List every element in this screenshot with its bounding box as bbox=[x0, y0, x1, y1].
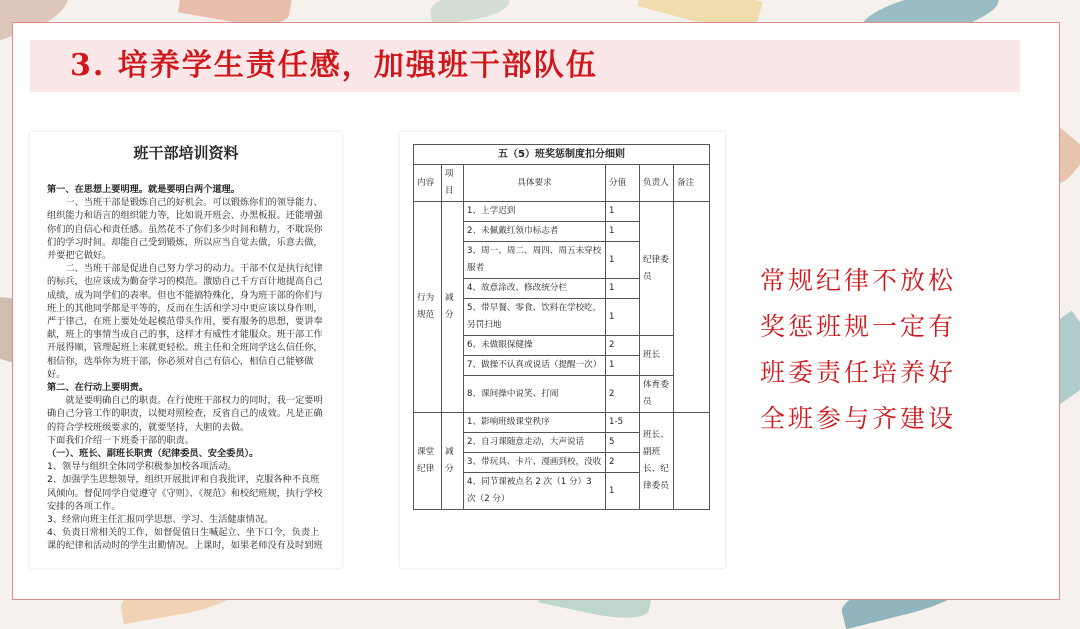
doc-paragraph: 3、经常向班主任汇报同学思想、学习、生活健康情况。 bbox=[47, 514, 274, 526]
score-cell: 1 bbox=[606, 279, 640, 299]
requirement-cell: 1、影响班级课堂秩序 bbox=[464, 413, 606, 433]
table-caption: 五（5）班奖惩制度扣分细则 bbox=[414, 145, 710, 165]
owner-cell: 体育委员 bbox=[640, 376, 674, 413]
score-cell: 2 bbox=[606, 376, 640, 413]
doc-heading: 第二、在行动上要明责。 bbox=[47, 382, 149, 394]
score-cell: 5 bbox=[606, 433, 640, 453]
slogan-line: 班委责任培养好 bbox=[760, 358, 957, 387]
rules-table bbox=[413, 144, 710, 510]
requirement-cell: 4、故意涂改、修改统分栏 bbox=[464, 279, 606, 299]
score-cell: 1 bbox=[606, 473, 640, 510]
header-cell: 具体要求 bbox=[464, 165, 606, 202]
requirement-cell: 3、带玩具、卡片、漫画到校，没收 bbox=[464, 453, 606, 473]
slogan bbox=[760, 258, 956, 442]
requirement-cell: 6、未做眼保健操 bbox=[464, 336, 606, 356]
requirement-cell: 8、课间操中说笑、打闹 bbox=[464, 376, 606, 413]
slogan-line: 奖惩班规一定有 bbox=[760, 312, 957, 341]
score-cell: 2 bbox=[606, 453, 640, 473]
rules-table-document bbox=[400, 132, 725, 568]
training-document bbox=[30, 132, 342, 568]
owner-cell: 班长、副班长、纪律委员 bbox=[640, 413, 674, 510]
document-body bbox=[30, 163, 342, 553]
slogan-line: 全班参与齐建设 bbox=[760, 404, 957, 433]
owner-cell: 纪律委员 bbox=[640, 202, 674, 336]
doc-paragraph: 2、加强学生思想领导，组织开展批评和自我批评，克服各种不良班风倾向。督促同学自觉遵守《守则》、《规范》和校纪班规，执行学校安排的各项工作。 bbox=[47, 474, 323, 512]
doc-heading: 第一、在思想上要明理。就是要明白两个道理。 bbox=[47, 184, 240, 195]
requirement-cell: 4、同节课被点名 2 次（1 分）3 次（2 分） bbox=[464, 473, 606, 510]
content-cell: 课堂纪律 bbox=[414, 413, 442, 510]
owner-cell: 班长 bbox=[640, 336, 674, 376]
score-cell: 1 bbox=[606, 242, 640, 279]
slogan-line: 常规纪律不放松 bbox=[760, 266, 957, 295]
remark-cell bbox=[674, 413, 710, 510]
score-cell: 1 bbox=[606, 202, 640, 222]
header-cell: 内容 bbox=[414, 165, 442, 202]
item-cell: 减分 bbox=[442, 413, 464, 510]
score-cell: 2 bbox=[606, 336, 640, 356]
score-cell: 1 bbox=[606, 356, 640, 376]
doc-paragraph: 二、当班干部是促进自己努力学习的动力。干部不仅是执行纪律的标兵，也应该成为勤奋学习的模范。激励自己千方百计地提高自己成绩，成为同学们的表率。但也不能搞特殊化，身为班干部的你们与班上的其他同学都是平等的，反而在生活和学习中更应该以身作则，严于律己，在班上要处处起模范带头作用，要有服务的思想，要讲奉献，班上的事情当成自己的事，这样才有威性才能服众。班干部工作开展得顺，管理起班上来就更轻松。班主任和全班同学这么信任你，相信你，选举你为班干部，你必须对自己有信心，相信自己能够做好。 bbox=[47, 263, 323, 380]
remark-cell bbox=[674, 202, 710, 413]
header-cell: 备注 bbox=[674, 165, 710, 202]
requirement-cell: 7、做操不认真或说话（提醒一次） bbox=[464, 356, 606, 376]
requirement-cell: 2、自习课随意走动，大声说话 bbox=[464, 433, 606, 453]
slide-title: 3. 培养学生责任感，加强班干部队伍 bbox=[70, 48, 598, 83]
table-header-row bbox=[414, 165, 710, 202]
score-cell: 1 bbox=[606, 222, 640, 242]
doc-paragraph: 4、负责日常相关的工作，如督促值日生喊起立、坐下口令，负责上课的纪律和活动时的学生出勤情况。上课时，如果老师没有及时到班 bbox=[47, 527, 323, 552]
header-cell: 分值 bbox=[606, 165, 640, 202]
doc-paragraph: 下面我们介绍一下班委干部的职责。 bbox=[47, 434, 194, 446]
content-cell: 行为规范 bbox=[414, 202, 442, 413]
item-cell: 减分 bbox=[442, 202, 464, 413]
score-cell: 1 bbox=[606, 299, 640, 336]
requirement-cell: 1、上学迟到 bbox=[464, 202, 606, 222]
doc-heading: （一）、班长、副班长职责（纪律委员、安全委员）。 bbox=[47, 448, 259, 460]
requirement-cell: 3、周一、周二、周四、周五未穿校服者 bbox=[464, 242, 606, 279]
header-cell: 项目 bbox=[442, 165, 464, 202]
document-title: 班干部培训资料 bbox=[133, 144, 239, 162]
doc-paragraph: 1、领导与组织全体同学积极参加校各项活动。 bbox=[47, 461, 237, 473]
table-row bbox=[414, 413, 710, 433]
score-cell: 1-5 bbox=[606, 413, 640, 433]
doc-paragraph: 就是要明确自己的职责。在行使班干部权力的同时，我一定要明确自己分管工作的职责，以便对照检查，反省自己的成效。凡是正确的符合学校班级要求的，就要坚持，大胆的去做。 bbox=[47, 395, 323, 433]
requirement-cell: 2、未佩戴红领巾标志者 bbox=[464, 222, 606, 242]
requirement-cell: 5、带早餐、零食、饮料在学校吃，另罚扫地 bbox=[464, 299, 606, 336]
doc-paragraph: 一、当班干部是锻炼自己的好机会。可以锻炼你们的领导能力、组织能力和语言的组织能力等，比如说开班会、办黑板报。还能增强你们的自信心和责任感。虽然花不了你们多少时间和精力，不耽误你们的学习时间。却能自己受到锻炼，所以应当自觉去做，乐意去做，并要把它做好。 bbox=[47, 197, 323, 262]
header-cell: 负责人 bbox=[640, 165, 674, 202]
table-row bbox=[414, 202, 710, 222]
